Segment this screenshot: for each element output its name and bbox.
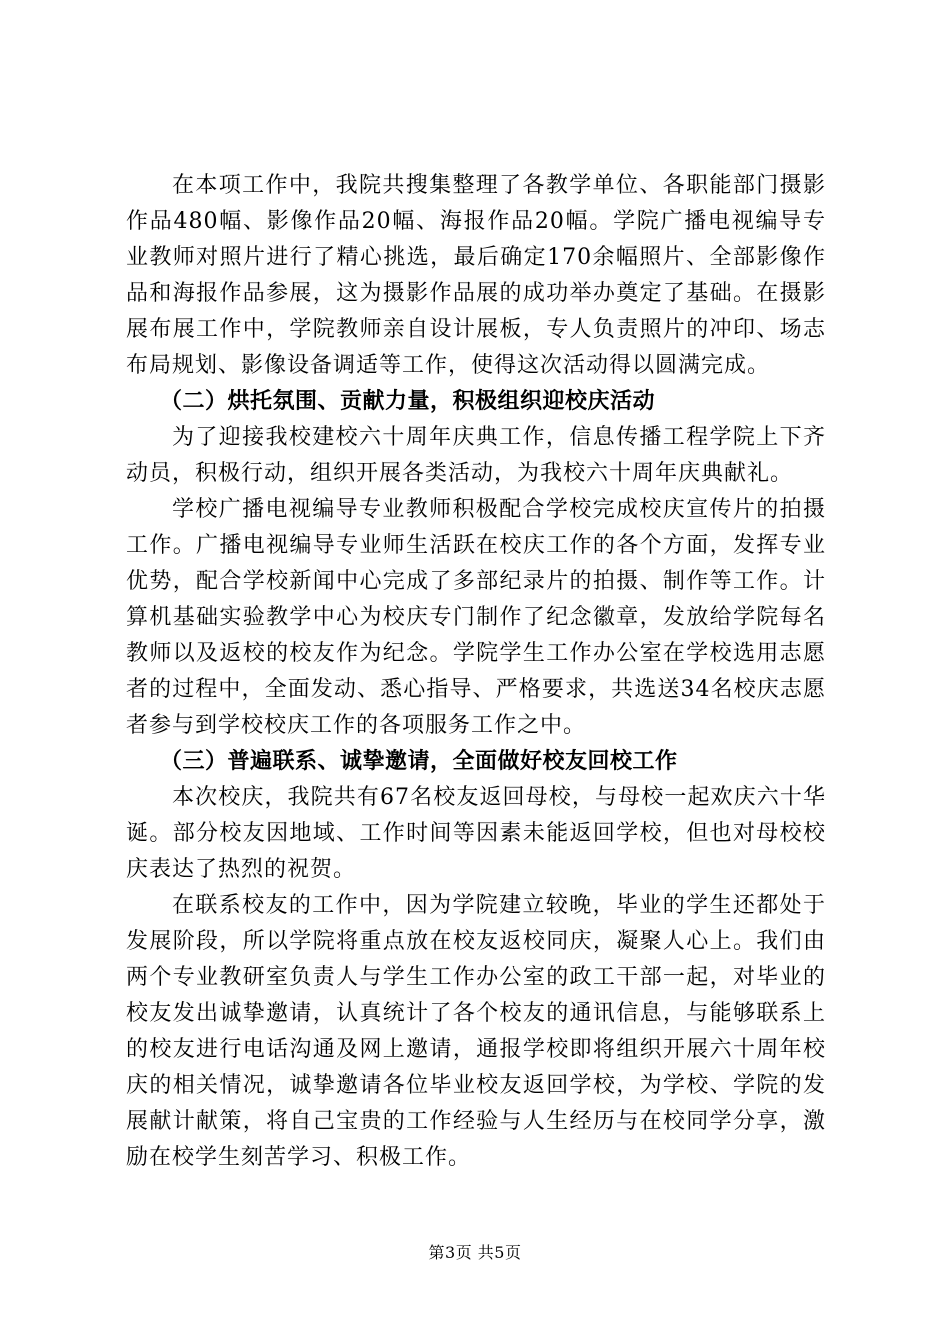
paragraph-photo-exhibition: 在本项工作中，我院共搜集整理了各教学单位、各职能部门摄影作品480幅、影像作品20幅、海报作品20幅。学院广播电视编导专业教师对照片进行了精心挑选，最后确定170余幅照片、全部影像作品和海报作品参展，这为摄影作品展的成功举办奠定了基础。在摄影展布展工作中，学院教师亲自设计展板，专人负责照片的冲印、场志布局规划、影像设备调适等工作，使得这次活动得以圆满完成。 [126, 173, 826, 378]
paragraph-broadcast-teachers: 学校广播电视编导专业教师积极配合学校完成校庆宣传片的拍摄工作。广播电视编导专业师生活跃在校庆工作的各个方面，发挥专业优势，配合学校新闻中心完成了多部纪录片的拍摄、制作等工作。计算机基础实验教学中心为校庆专门制作了纪念徽章，发放给学院每名教师以及返校的校友作为纪念。学院学生工作办公室在学校选用志愿者的过程中，全面发动、悉心指导、严格要求，共选送34名校庆志愿者参与到学校校庆工作的各项服务工作之中。 [126, 497, 826, 738]
page-number-label: 第3页 共5页 [428, 1243, 522, 1262]
section-heading-3: （三）普遍联系、诚挚邀请，全面做好校友回校工作 [160, 749, 678, 774]
document-body [126, 168, 826, 1176]
paragraph-anniversary-intro: 为了迎接我校建校六十周年庆典工作，信息传播工程学院上下齐动员，积极行动，组织开展各类活动，为我校六十周年庆典献礼。 [126, 425, 826, 486]
paragraph-alumni-return: 本次校庆，我院共有67名校友返回母校，与母校一起欢庆六十华诞。部分校友因地域、工作时间等因素未能返回学校，但也对母校校庆表达了热烈的祝贺。 [126, 785, 826, 882]
page-footer [0, 1242, 950, 1264]
section-heading-2: （二）烘托氛围、贡献力量，积极组织迎校庆活动 [160, 389, 656, 414]
paragraph-alumni-contact: 在联系校友的工作中，因为学院建立较晚，毕业的学生还都处于发展阶段，所以学院将重点放在校友返校同庆，凝聚人心上。我们由两个专业教研室负责人与学生工作办公室的政工干部一起，对毕业的校友发出诚挚邀请，认真统计了各个校友的通讯信息，与能够联系上的校友进行电话沟通及网上邀请，通报学校即将组织开展六十周年校庆的相关情况，诚挚邀请各位毕业校友返回学校，为学校、学院的发展献计献策，将自己宝贵的工作经验与人生经历与在校同学分享，激励在校学生刻苦学习、积极工作。 [126, 893, 826, 1170]
